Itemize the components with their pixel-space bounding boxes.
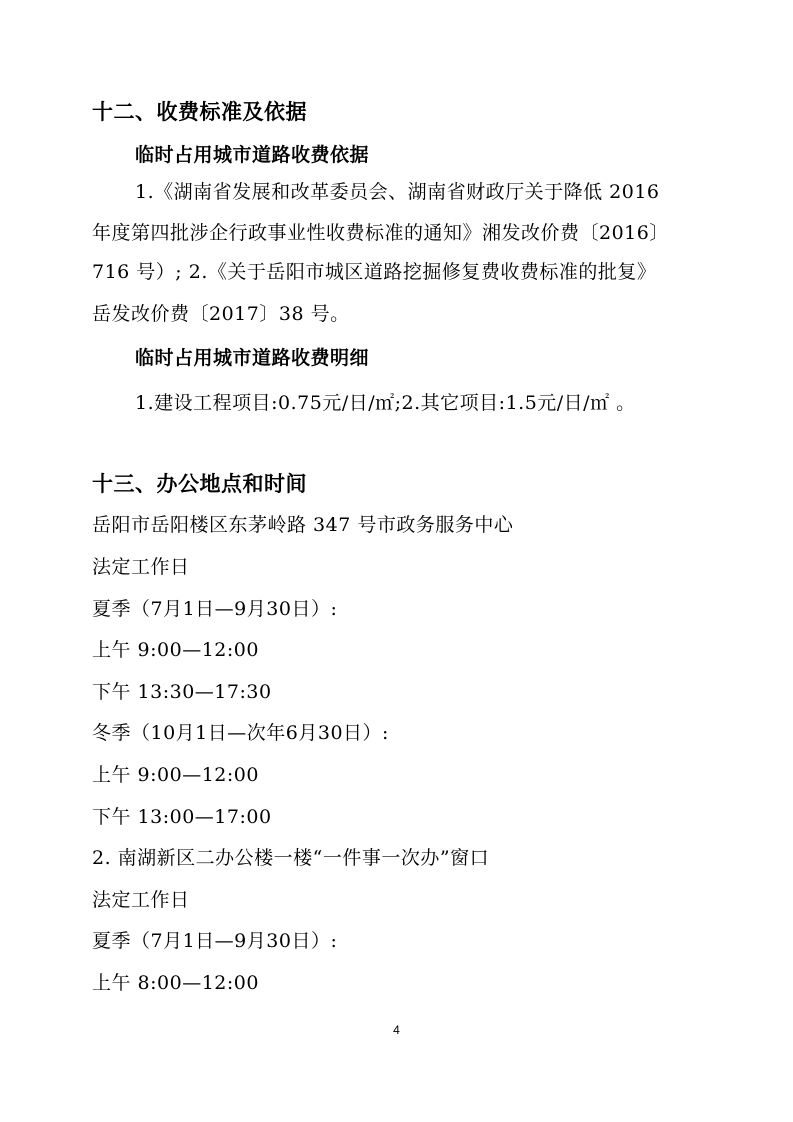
- summer-morning-2: 上午 8:00—12:00: [92, 972, 259, 994]
- fee-basis-subheading: 临时占用城市道路收费依据: [135, 144, 370, 166]
- office-address: 岳阳市岳阳楼区东茅岭路 347 号市政务服务中心: [92, 514, 514, 536]
- fee-basis-line-1: 1.《湖南省发展和改革委员会、湖南省财政厅关于降低 2016: [135, 181, 660, 203]
- page-number: 4: [393, 1023, 400, 1037]
- summer-afternoon-1: 下午 13:30—17:30: [92, 681, 272, 703]
- fee-basis-line-4: 岳发改价费〔2017〕38 号。: [92, 303, 350, 325]
- summer-morning-1: 上午 9:00—12:00: [92, 639, 259, 661]
- second-office-address: 2. 南湖新区二办公楼一楼“一件事一次办”窗口: [92, 847, 490, 869]
- winter-morning-1: 上午 9:00—12:00: [92, 764, 259, 786]
- summer-season-2: 夏季（7月1日—9月30日）:: [92, 930, 338, 952]
- fee-basis-line-2: 年度第四批涉企行政事业性收费标准的通知》湘发改价费〔2016〕: [92, 222, 669, 244]
- winter-afternoon-1: 下午 13:00—17:00: [92, 806, 272, 828]
- workday-label-1: 法定工作日: [92, 556, 190, 578]
- winter-season-1: 冬季（10月1日—次年6月30日）:: [92, 722, 389, 744]
- workday-label-2: 法定工作日: [92, 889, 190, 911]
- section-13-heading: 十三、办公地点和时间: [92, 472, 307, 496]
- fee-details-subheading: 临时占用城市道路收费明细: [135, 347, 370, 369]
- summer-season-1: 夏季（7月1日—9月30日）:: [92, 598, 338, 620]
- fee-details-line: 1.建设工程项目:0.75元/日/㎡;2.其它项目:1.5元/日/㎡ 。: [135, 392, 636, 414]
- section-12-heading: 十二、收费标准及依据: [92, 100, 307, 124]
- fee-basis-line-3: 716 号）; 2.《关于岳阳市城区道路挖掘修复费收费标准的批复》: [92, 261, 657, 283]
